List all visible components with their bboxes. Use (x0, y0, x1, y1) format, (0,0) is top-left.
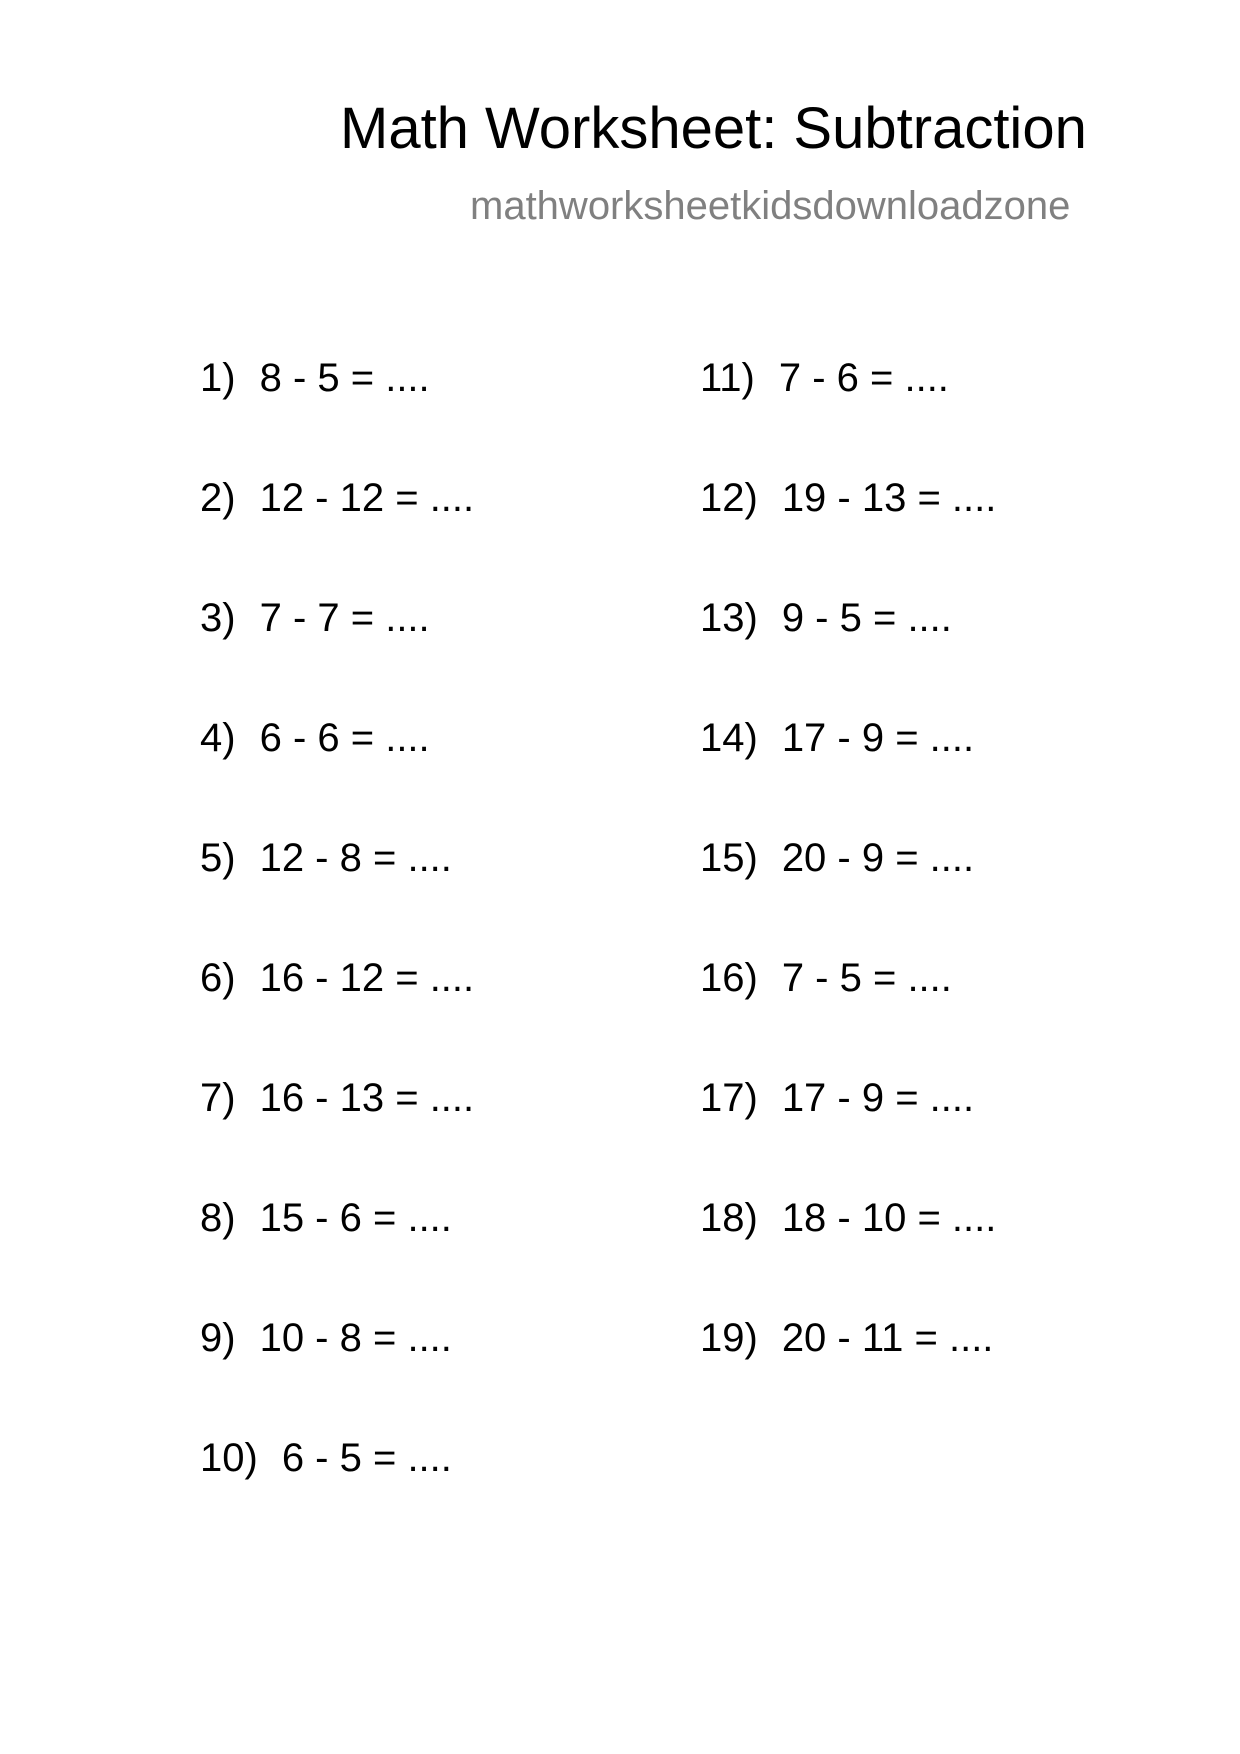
problem-item (700, 1318, 996, 1438)
problem-expression: 12 - 8 = .... (259, 836, 452, 880)
problem-expression: 19 - 13 = .... (781, 476, 997, 520)
problem-item (700, 958, 996, 1078)
problem-number: 10) (200, 1436, 258, 1480)
problem-item (700, 598, 996, 718)
problem-number: 14) (700, 716, 758, 760)
problem-number: 13) (700, 596, 758, 640)
problem-expression: 16 - 12 = .... (259, 956, 475, 1000)
problem-number: 3) (200, 596, 236, 640)
problem-number: 4) (200, 716, 236, 760)
problem-item (700, 1078, 996, 1198)
problem-item (200, 1078, 474, 1198)
problem-number: 12) (700, 476, 758, 520)
problem-expression: 16 - 13 = .... (259, 1076, 475, 1120)
problem-item (200, 1318, 474, 1438)
problem-number: 17) (700, 1076, 758, 1120)
problem-number: 15) (700, 836, 758, 880)
page-subtitle: mathworksheetkidsdownloadzone (470, 184, 1071, 228)
problem-item (700, 718, 996, 838)
problem-list-left (200, 358, 474, 1558)
problem-expression: 10 - 8 = .... (259, 1316, 452, 1360)
problem-item (700, 358, 996, 478)
problem-item (700, 478, 996, 598)
problem-item (700, 1198, 996, 1318)
problem-expression: 7 - 7 = .... (259, 596, 430, 640)
page-title: Math Worksheet: Subtraction (340, 96, 1087, 161)
problem-number: 11) (700, 356, 755, 400)
problem-item (700, 838, 996, 958)
problem-number: 5) (200, 836, 236, 880)
problem-number: 8) (200, 1196, 236, 1240)
problem-number: 2) (200, 476, 236, 520)
problem-expression: 9 - 5 = .... (781, 596, 952, 640)
problem-number: 19) (700, 1316, 758, 1360)
problem-expression: 15 - 6 = .... (259, 1196, 452, 1240)
problem-item (200, 598, 474, 718)
problem-number: 6) (200, 956, 236, 1000)
problem-number: 9) (200, 1316, 236, 1360)
problem-expression: 7 - 5 = .... (781, 956, 952, 1000)
problem-item (200, 1198, 474, 1318)
problem-number: 7) (200, 1076, 236, 1120)
problem-expression: 17 - 9 = .... (781, 1076, 975, 1120)
problem-number: 18) (700, 1196, 758, 1240)
problem-expression: 6 - 6 = .... (259, 716, 430, 760)
problem-item (200, 358, 474, 478)
problem-expression: 7 - 6 = .... (778, 356, 949, 400)
problem-expression: 20 - 9 = .... (781, 836, 975, 880)
problem-item (200, 838, 474, 958)
problem-item (200, 718, 474, 838)
problem-number: 16) (700, 956, 758, 1000)
problem-expression: 17 - 9 = .... (781, 716, 975, 760)
problem-item (200, 958, 474, 1078)
problem-item (200, 1438, 474, 1558)
problem-item (200, 478, 474, 598)
problem-expression: 6 - 5 = .... (281, 1436, 452, 1480)
problem-list-right (700, 358, 996, 1438)
problem-expression: 8 - 5 = .... (259, 356, 430, 400)
problem-number: 1) (200, 356, 236, 400)
problem-expression: 20 - 11 = .... (781, 1316, 994, 1360)
problem-expression: 18 - 10 = .... (781, 1196, 997, 1240)
problem-expression: 12 - 12 = .... (259, 476, 475, 520)
